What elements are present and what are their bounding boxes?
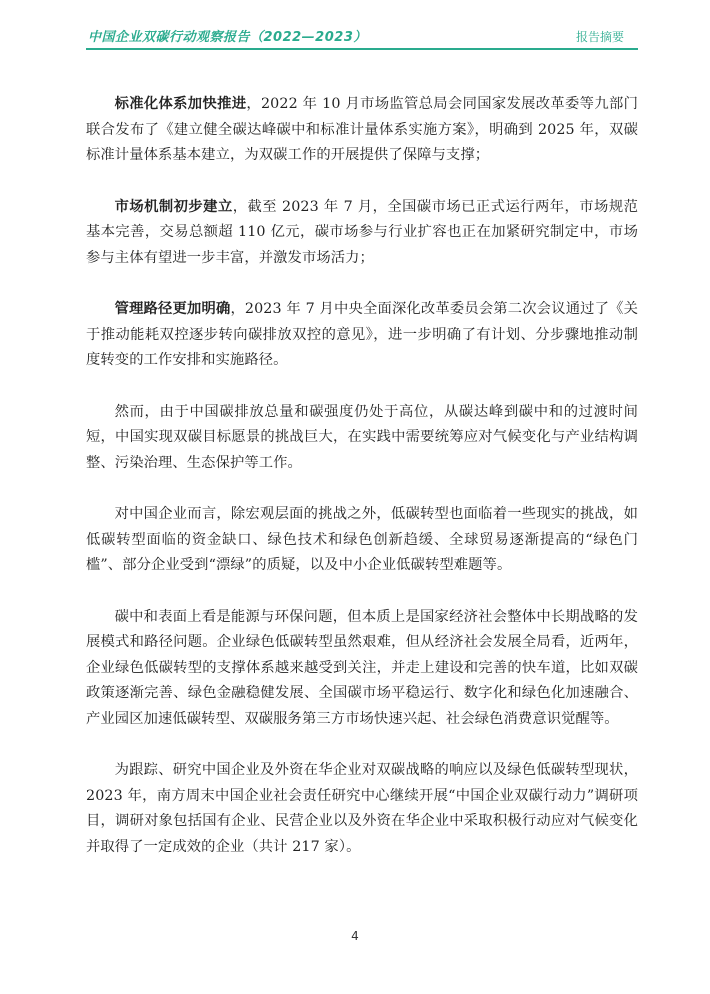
paragraph-text: 对中国企业而言，除宏观层面的挑战之外，低碳转型也面临着一些现实的挑战，如低碳转型面临的资金缺口、绿色技术和绿色创新趋缓、全球贸易逐渐提高的“绿色门槛”、部分企业受到“漂绿”的质疑，以及中小企业低碳转型难题等。 <box>86 506 638 573</box>
paragraph-text: 然而，由于中国碳排放总量和碳强度仍处于高位，从碳达峰到碳中和的过渡时间短，中国实现双碳目标愿景的挑战巨大，在实践中需要统筹应对气候变化与产业结构调整、污染治理、生态保护等工作。 <box>86 403 638 471</box>
paragraph-challenges <box>86 400 638 477</box>
page-header <box>0 0 710 56</box>
paragraph-text: ，截至 2023 年 7 月，全国碳市场已正式运行两年，市场规范基本完善，交易总额超 110 亿元，碳市场参与行业扩容也正在加紧研究制定中，市场参与主体有望进一步丰富，并激发市场活力； <box>86 198 638 266</box>
paragraph-management-path <box>86 297 638 374</box>
paragraph-standardization <box>86 92 638 169</box>
paragraph-text: 碳中和表面上看是能源与环保问题，但本质上是国家经济社会整体中长期战略的发展模式和路径问题。企业绿色低碳转型虽然艰难，但从经济社会发展全局看，近两年，企业绿色低碳转型的支撑体系越来越受到关注，并走上建设和完善的快车道，比如双碳政策逐渐完善、绿色金融稳健发展、全国碳市场平稳运行、数字化和绿色化加速融合、产业园区加速低碳转型、双碳服务第三方市场快速兴起、社会绿色消费意识觉醒等。 <box>86 608 638 727</box>
paragraph-text: ，2023 年 7 月中央全面深化改革委员会第二次会议通过了《关于推动能耗双控逐步转向碳排放双控的意见》，进一步明确了有计划、分步骤地推动制度转变的工作安排和实施路径。 <box>86 301 639 368</box>
section-label: 报告摘要 <box>575 30 624 44</box>
paragraph-lead: 市场机制初步建立 <box>114 198 233 215</box>
page-number: 4 <box>351 929 359 943</box>
header-divider <box>86 48 638 50</box>
paragraph-text: ，2022 年 10 月市场监管总局会同国家发展改革委等九部门联合发布了《建立健全碳达峰碳中和标准计量体系实施方案》，明确到 2025 年，双碳标准计量体系基本建立，为双碳工作的开展提供了保障与支撑； <box>86 96 638 163</box>
paragraph-research <box>86 758 638 860</box>
paragraph-lead: 管理路径更加明确 <box>114 301 231 317</box>
body-text <box>86 92 638 886</box>
paragraph-enterprise-challenges <box>86 502 638 579</box>
paragraph-lead: 标准化体系加快推进 <box>114 96 247 112</box>
paragraph-carbon-neutral <box>86 605 638 733</box>
report-title: 中国企业双碳行动观察报告（2022—2023） <box>88 30 367 45</box>
paragraph-text: 为跟踪、研究中国企业及外资在华企业对双碳战略的响应以及绿色低碳转型现状，2023 年，南方周末中国企业社会责任研究中心继续开展“中国企业双碳行动力”调研项目，调研对象包括国有企业、民营企业以及外资在华企业中采取积极行动应对气候变化并取得了一定成效的企业（共计 217 家）。 <box>86 762 638 855</box>
paragraph-market-mechanism <box>86 195 638 272</box>
